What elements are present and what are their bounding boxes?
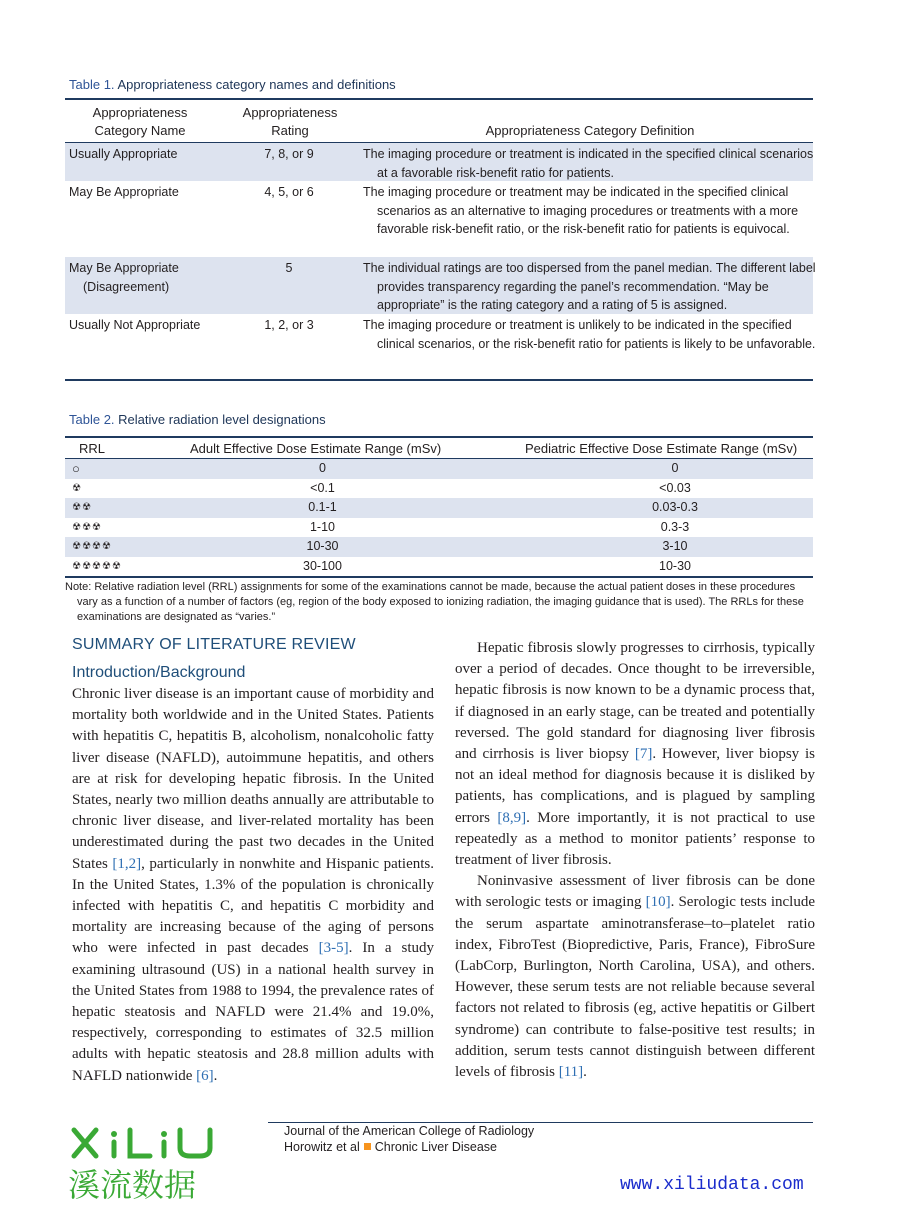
table1-header-definition: Appropriateness Category Definition: [485, 123, 695, 138]
watermark-logo-cjk: 溪流数据: [68, 1166, 197, 1202]
separator-square-icon: [364, 1143, 371, 1150]
paragraph: [455, 638, 815, 871]
adult-dose: 1-10: [309, 519, 336, 534]
citation-link[interactable]: [3-5]: [318, 940, 349, 957]
paragraph-text: , particularly in nonwhite and Hispanic patients. In the United States, 1.3% of the population is chronically infected with hepatitis C, and hepatitis C morbidity and mortality are increasing because of the aging of persons who were infected in past decades: [72, 855, 434, 957]
paragraph-text: . However, liver biopsy is not an ideal method for diagnosis because it is disliked by patients, has complications, and is plagued by sampling errors: [455, 746, 815, 826]
category-name: May Be Appropriate (Disagreement): [69, 261, 179, 294]
adult-dose: 0.1-1: [308, 500, 337, 514]
citation-link[interactable]: [11]: [558, 1064, 584, 1081]
table-row: [65, 181, 813, 257]
table1-header-category: [65, 104, 215, 140]
table2-caption-number: Table 2.: [69, 412, 115, 427]
table-row: [65, 557, 813, 577]
rrl-icon: ☢☢: [72, 502, 92, 513]
table-row: [65, 518, 813, 538]
table-row: [65, 257, 816, 314]
citation-link[interactable]: [6]: [196, 1067, 214, 1084]
running-head-topic: Chronic Liver Disease: [374, 1140, 498, 1154]
citation-link[interactable]: [1,2]: [112, 855, 142, 872]
category-rating: 5: [285, 261, 293, 275]
paragraph-text: . Serologic tests include the serum aspartate aminotransferase–to–platelet ratio index, FibroTest (Biopredictive, Paris, France), FibroSure (LabCorp, Burlington, North Carolina, USA), and others. However, these serum tests are not reliable because several factors not related to fibrosis (eg, active hepatitis or Gilbert syndrome) can contribute to false-positive test results; in addition, serum tests cannot distinguish between different levels of fibrosis: [455, 894, 815, 1081]
table1-header-category-line1: Appropriateness: [92, 105, 188, 120]
adult-dose: <0.1: [310, 480, 335, 495]
table2-header-rrl: RRL: [79, 441, 106, 456]
table-row: [65, 143, 813, 181]
table1-header: [65, 100, 813, 143]
category-definition: The imaging procedure or treatment is unlikely to be indicated in the specified clinical scenarios, or the risk-benefit ratio for patients is likely to be unfavorable.: [363, 318, 816, 351]
rrl-icon: ○: [72, 461, 81, 476]
watermark-logo: [66, 1122, 266, 1202]
paragraph-text: .: [213, 1067, 218, 1084]
citation-link[interactable]: [7]: [634, 746, 653, 763]
table-row: [65, 537, 813, 557]
paragraph: [72, 684, 434, 1087]
pediatric-dose: 0: [671, 461, 679, 475]
category-name: Usually Appropriate: [69, 147, 178, 161]
citation-link[interactable]: [10]: [645, 894, 671, 911]
paragraph-text: Noninvasive assessment of liver fibrosis can be done with serologic tests or imaging: [455, 873, 815, 911]
pediatric-dose: 3-10: [662, 539, 688, 553]
table2-note: [65, 580, 815, 625]
table2-caption: [69, 412, 326, 427]
logo-dot: [161, 1131, 167, 1137]
section-title: SUMMARY OF LITERATURE REVIEW: [72, 636, 356, 653]
logo-dot: [111, 1131, 117, 1137]
paragraph-text: .: [583, 1064, 587, 1081]
category-name: Usually Not Appropriate: [69, 318, 201, 332]
table1-header-rating-line2: Rating: [271, 123, 309, 138]
category-definition: The imaging procedure or treatment may be indicated in the specified clinical scenarios as an alternative to imaging procedures or treatments with a more favorable risk-benefit ratio, or the risk-benefit ratio for patients is equivocal.: [363, 185, 799, 236]
watermark-url[interactable]: www.xiliudata.com: [620, 1175, 804, 1195]
left-column: [72, 684, 434, 1087]
journal-name: Journal of the American College of Radiology: [284, 1124, 535, 1138]
table-row: [65, 498, 813, 518]
table2-note-text: Note: Relative radiation level (RRL) assignments for some of the examinations cannot be made, because the actual patient doses in these procedures vary as a function of a number of factors (eg, region of the body exposed to ionizing radiation, the imaging guidance that is used). The RRLs for these examinations are designated as “varies.”: [65, 581, 804, 623]
pediatric-dose: 10-30: [659, 558, 691, 573]
adult-dose: 10-30: [306, 539, 339, 553]
paragraph-text: Chronic liver disease is an important cause of morbidity and mortality both worldwide and in the United States. Patients with hepatitis C, hepatitis B, alcoholism, nonalcoholic fatty liver disease (NAFLD), autoimmune hepatitis, and others are at risk for developing hepatic fibrosis. In the United States, nearly two million deaths annually are attributable to chronic liver disease, and liver-related mortality has been underestimated during the past two decades in the United States: [72, 686, 434, 872]
table1-header-rating-line1: Appropriateness: [242, 105, 338, 120]
table2-header-pediatric: Pediatric Effective Dose Estimate Range (mSv): [525, 441, 798, 456]
logo-u-stroke: [180, 1130, 210, 1156]
table1-header-rating: [225, 104, 355, 140]
paragraph-text: . In a study examining ultrasound (US) in a national health survey in the United States from 1988 to 1994, the prevalence rates of hepatic steatosis and NAFLD were 21.4% and 19.0%, respectively, corresponding to estimates of 32.5 million adults with hepatic steatosis and 28.8 million adults with NAFLD nationwide: [72, 940, 434, 1084]
table2: [65, 436, 813, 578]
pediatric-dose: 0.03-0.3: [652, 500, 698, 514]
running-head-authors: Horowitz et al: [284, 1140, 360, 1154]
pediatric-dose: <0.03: [659, 480, 691, 495]
paragraph-text: . More importantly, it is not practical to use repeatedly as a method to monitor patients’ response to treatment of liver fibrosis.: [455, 809, 815, 869]
table-row: [65, 479, 813, 499]
table1: [65, 98, 816, 381]
category-name: May Be Appropriate: [69, 185, 179, 199]
table-row: [65, 459, 813, 479]
running-head: [284, 1140, 497, 1154]
logo-x-stroke: [74, 1130, 96, 1156]
adult-dose: 0: [319, 461, 326, 475]
table1-caption-text: Appropriateness category names and definitions: [117, 77, 396, 92]
category-definition: The imaging procedure or treatment is indicated in the specified clinical scenarios at a favorable risk-benefit ratio for patients.: [363, 147, 814, 180]
table1-caption: [69, 77, 396, 92]
footer-rule: [268, 1122, 813, 1123]
category-rating: 1, 2, or 3: [264, 318, 314, 332]
table1-header-category-line2: Category Name: [94, 123, 186, 138]
rrl-icon: ☢☢☢☢☢: [72, 560, 122, 572]
category-definition: The individual ratings are too dispersed from the panel median. The different label provides transparency regarding the panel’s recommendation. “May be appropriate” is the rating category and a rating of 5 is assigned.: [363, 261, 816, 312]
table1-caption-number: Table 1.: [69, 77, 115, 92]
adult-dose: 30-100: [303, 558, 342, 573]
citation-link[interactable]: [8,9]: [497, 809, 527, 826]
rrl-icon: ☢: [72, 482, 82, 494]
table2-header-adult: Adult Effective Dose Estimate Range (mSv): [190, 441, 442, 456]
paragraph: [455, 871, 815, 1083]
category-rating: 4, 5, or 6: [264, 185, 314, 199]
right-column: [455, 638, 815, 1083]
category-rating: 7, 8, or 9: [264, 147, 314, 161]
rrl-icon: ☢☢☢☢: [72, 541, 112, 552]
logo-l-stroke: [130, 1130, 150, 1156]
paragraph-text: Hepatic fibrosis slowly progresses to cirrhosis, typically over a period of decades. Once thought to be irreversible, hepatic fibrosis is now known to be a dynamic process that, if diagnosed in an early stage, can be treated and potentially reversed. The gold standard for diagnosing liver fibrosis and cirrhosis is liver biopsy: [455, 640, 815, 763]
subsection-title: Introduction/Background: [72, 664, 246, 681]
table2-caption-text: Relative radiation level designations: [118, 412, 326, 427]
rrl-icon: ☢☢☢: [72, 521, 102, 533]
table2-header: [65, 438, 813, 459]
pediatric-dose: 0.3-3: [660, 519, 690, 534]
table-row: [65, 314, 816, 379]
